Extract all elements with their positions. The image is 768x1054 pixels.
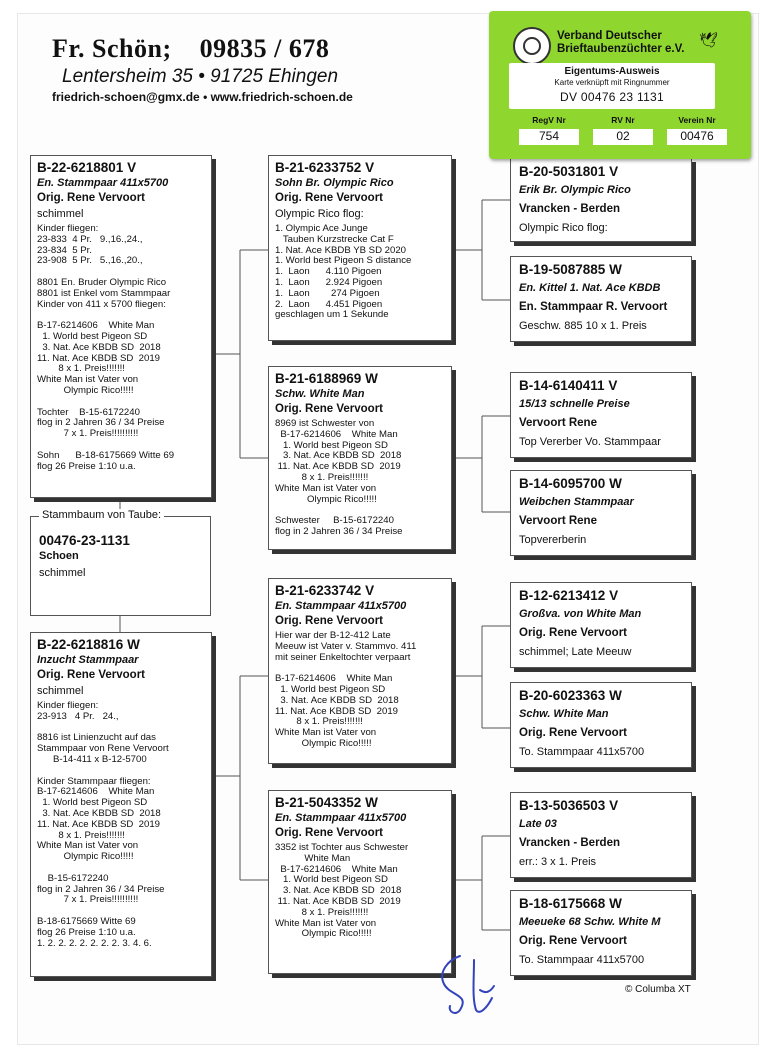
ggp-title: Großva. von White Man xyxy=(519,608,642,620)
ggp-title: En. Kittel 1. Nat. Ace KBDB xyxy=(519,282,661,294)
granddam-maternal-card xyxy=(268,790,452,974)
gp-notes: 3352 ist Tochter aus Schwester White Man B-17-6214606 White Man 1. World best Pigeon SD 3. Nat. Ace KBDB SD 2018 11. Nat. Ace KBDB SD 2019 8 x 1. Preis!!!!!!! White Man ist Vater von Olympic Rico!!!!! xyxy=(275,842,409,940)
ggp-origin: Orig. Rene Vervoort xyxy=(519,935,628,947)
stamp-label-verein: Verein Nr xyxy=(678,115,716,125)
subject-caption: Stammbaum von Taube: xyxy=(39,509,164,521)
ggp-info: schimmel; Late Meeuw xyxy=(519,646,632,658)
ggp-card xyxy=(510,372,692,458)
sire-ring-number: B-22-6218801 V xyxy=(37,160,137,175)
granddam-paternal-card xyxy=(268,366,452,550)
ggp-ring-number: B-20-6023363 W xyxy=(519,688,622,703)
ggp-card xyxy=(510,792,692,878)
dam-card xyxy=(30,632,212,977)
gp-origin: Orig. Rene Vervoort xyxy=(275,192,384,204)
ggp-ring-number: B-14-6095700 W xyxy=(519,476,622,491)
stamp-value-verein: 00476 xyxy=(667,129,727,145)
ggp-info: To. Stammpaar 411x5700 xyxy=(519,746,645,758)
gp-ring-number: B-21-6233742 V xyxy=(275,583,375,598)
subject-ring-number: 00476-23-1131 xyxy=(39,533,130,548)
gp-title: Schw. White Man xyxy=(275,388,365,400)
breeder-address: Lentersheim 35 • 91725 Ehingen xyxy=(62,66,339,87)
ggp-card xyxy=(510,470,692,556)
subject-owner: Schoen xyxy=(39,550,79,562)
sire-card xyxy=(30,155,212,498)
ggp-info: err.: 3 x 1. Preis xyxy=(519,856,597,868)
breeder-name-phone: Fr. Schön; 09835 / 678 xyxy=(52,34,330,63)
gp-info: Olympic Rico flog: xyxy=(275,208,364,220)
ggp-title: Late 03 xyxy=(519,818,557,830)
gp-origin: Orig. Rene Vervoort xyxy=(275,615,384,627)
gp-title: Sohn Br. Olympic Rico xyxy=(275,177,394,189)
stamp-organisation: Verband Deutscher Brieftaubenzüchter e.V. xyxy=(557,30,685,55)
ggp-origin: Vrancken - Berden xyxy=(519,203,620,215)
gp-ring-number: B-21-6188969 W xyxy=(275,371,378,386)
ggp-info: To. Stammpaar 411x5700 xyxy=(519,954,645,966)
dam-origin: Orig. Rene Vervoort xyxy=(37,669,146,681)
ggp-origin: Vrancken - Berden xyxy=(519,837,620,849)
ggp-origin: Orig. Rene Vervoort xyxy=(519,627,628,639)
ownership-card xyxy=(489,11,751,159)
ggp-origin: Vervoort Rene xyxy=(519,515,597,527)
gp-title: En. Stammpaar 411x5700 xyxy=(275,812,407,824)
dam-ring-number: B-22-6218816 W xyxy=(37,637,140,652)
grandsire-paternal-card xyxy=(268,155,452,341)
ggp-info: Topvererberin xyxy=(519,534,587,546)
ggp-card xyxy=(510,582,692,668)
ggp-card xyxy=(510,890,692,976)
pigeon-icon: 🕊 xyxy=(699,32,719,49)
gp-origin: Orig. Rene Vervoort xyxy=(275,827,384,839)
sire-origin: Orig. Rene Vervoort xyxy=(37,192,146,204)
handwritten-signature xyxy=(430,950,510,1020)
ggp-info: Top Vererber Vo. Stammpaar xyxy=(519,436,661,448)
vdbt-logo-icon xyxy=(513,27,551,65)
stamp-value-rv: 02 xyxy=(593,129,653,145)
ggp-title: Meeueke 68 Schw. White M xyxy=(519,916,661,928)
dam-title: Inzucht Stammpaar xyxy=(37,654,139,666)
gp-notes: Hier war der B-12-412 Late Meeuw ist Vater v. Stammvo. 411 mit seiner Enkeltochter verpaart B-17-6214606 White Man 1. World best Pigeon SD 3. Nat. Ace KBDB SD 2018 11. Nat. Ace KBDB SD 2019 8 x 1. Preis!!!!!!! White Man ist Vater von Olympic Rico!!!!! xyxy=(275,630,417,749)
ggp-info: Olympic Rico flog: xyxy=(519,222,608,234)
gp-ring-number: B-21-5043352 W xyxy=(275,795,378,810)
gp-origin: Orig. Rene Vervoort xyxy=(275,403,384,415)
ggp-ring-number: B-14-6140411 V xyxy=(519,378,618,393)
ggp-card xyxy=(510,158,692,242)
subject-pigeon-card xyxy=(30,509,211,616)
dam-color: schimmel xyxy=(37,685,84,697)
gp-notes: 8969 ist Schwester von B-17-6214606 White Man 1. World best Pigeon SD 3. Nat. Ace KBDB SD 2018 11. Nat. Ace KBDB SD 2019 8 x 1. Preis!!!!!!! White Man ist Vater von Olympic Rico!!!!! Schwester B-15-6172240 flog in 2 Jahren 36 / 34 Preise xyxy=(275,418,403,537)
ggp-ring-number: B-19-5087885 W xyxy=(519,262,622,277)
ggp-origin: Orig. Rene Vervoort xyxy=(519,727,628,739)
ggp-title: Erik Br. Olympic Rico xyxy=(519,184,631,196)
grandsire-maternal-card xyxy=(268,578,452,764)
stamp-label-regv: RegV Nr xyxy=(532,115,566,125)
ggp-title: Schw. White Man xyxy=(519,708,609,720)
ggp-card xyxy=(510,682,692,768)
sire-notes: Kinder fliegen: 23-833 4 Pr. 9.,16.,24., 23-834 5 Pr. 23-908 5 Pr. 5.,16.,20., 8801 En. Bruder Olympic Rico 8801 ist Enkel vom Stammpaar Kinder von 411 x 5700 fliegen: B-17-6214606 White Man 1. World best Pigeon SD 3. Nat. Ace KBDB SD 2018 11. Nat. Ace KBDB SD 2019 8 x 1. Preis!!!!!!! White Man ist Vater von Olympic Rico!!!!! Tochter B-15-6172240 flog in 2 Jahren 36 / 34 Preise 7 x 1. Preis!!!!!!!!!! Sohn B-18-6175669 Witte 69 flog 26 Preise 1:10 u.a. xyxy=(37,223,175,472)
ggp-ring-number: B-13-5036503 V xyxy=(519,798,619,813)
gp-title: En. Stammpaar 411x5700 xyxy=(275,600,407,612)
ggp-title: 15/13 schnelle Preise xyxy=(519,398,630,410)
ggp-ring-number: B-18-6175668 W xyxy=(519,896,622,911)
gp-notes: 1. Olympic Ace Junge Tauben Kurzstrecke Cat F 1. Nat. Ace KBDB YB SD 2020 1. World best Pigeon S distance 1. Laon 4.110 Pigoen 1. Laon 2.924 Pigoen 1. Laon 274 Pigoen 2. Laon 4.451 Pigoen geschlagen um 1 Sekunde xyxy=(275,223,412,321)
gp-ring-number: B-21-6233752 V xyxy=(275,160,375,175)
breeder-contact: friedrich-schoen@gmx.de • www.friedrich-schoen.de xyxy=(52,90,353,104)
ggp-ring-number: B-20-5031801 V xyxy=(519,164,619,179)
ggp-origin: Vervoort Rene xyxy=(519,417,597,429)
stamp-title: Eigentums-Ausweis xyxy=(564,66,660,77)
ggp-card xyxy=(510,256,692,342)
sire-title: En. Stammpaar 411x5700 xyxy=(37,177,169,189)
ggp-origin: En. Stammpaar R. Vervoort xyxy=(519,301,668,313)
stamp-subtitle: Karte verknüpft mit Ringnummer xyxy=(554,78,670,87)
stamp-label-rv: RV Nr xyxy=(611,115,635,125)
ggp-info: Geschw. 885 10 x 1. Preis xyxy=(519,320,647,332)
stamp-panel xyxy=(509,63,715,109)
stamp-number: DV 00476 23 1131 xyxy=(560,90,664,104)
stamp-value-regv: 754 xyxy=(519,129,579,145)
dam-notes: Kinder fliegen: 23-913 4 Pr. 24., 8816 ist Linienzucht auf das Stammpaar von Rene Vervoort B-14-411 x B-12-5700 Kinder Stammpaar fliegen: B-17-6214606 White Man 1. World best Pigeon SD 3. Nat. Ace KBDB SD 2018 11. Nat. Ace KBDB SD 2019 8 x 1. Preis!!!!!!! White Man ist Vater von Olympic Rico!!!!! B-15-6172240 flog in 2 Jahren 36 / 34 Preise 7 x 1. Preis!!!!!!!!!! B-18-6175669 Witte 69 flog 26 Preise 1:10 u.a. 1. 2. 2. 2. 2. 2. 2. 2. 3. 4. 6. xyxy=(37,700,169,949)
sire-color: schimmel xyxy=(37,208,84,220)
ggp-ring-number: B-12-6213412 V xyxy=(519,588,619,603)
ggp-title: Weibchen Stammpaar xyxy=(519,496,634,508)
software-credit: © Columba XT xyxy=(625,984,691,995)
subject-color: schimmel xyxy=(39,567,86,579)
